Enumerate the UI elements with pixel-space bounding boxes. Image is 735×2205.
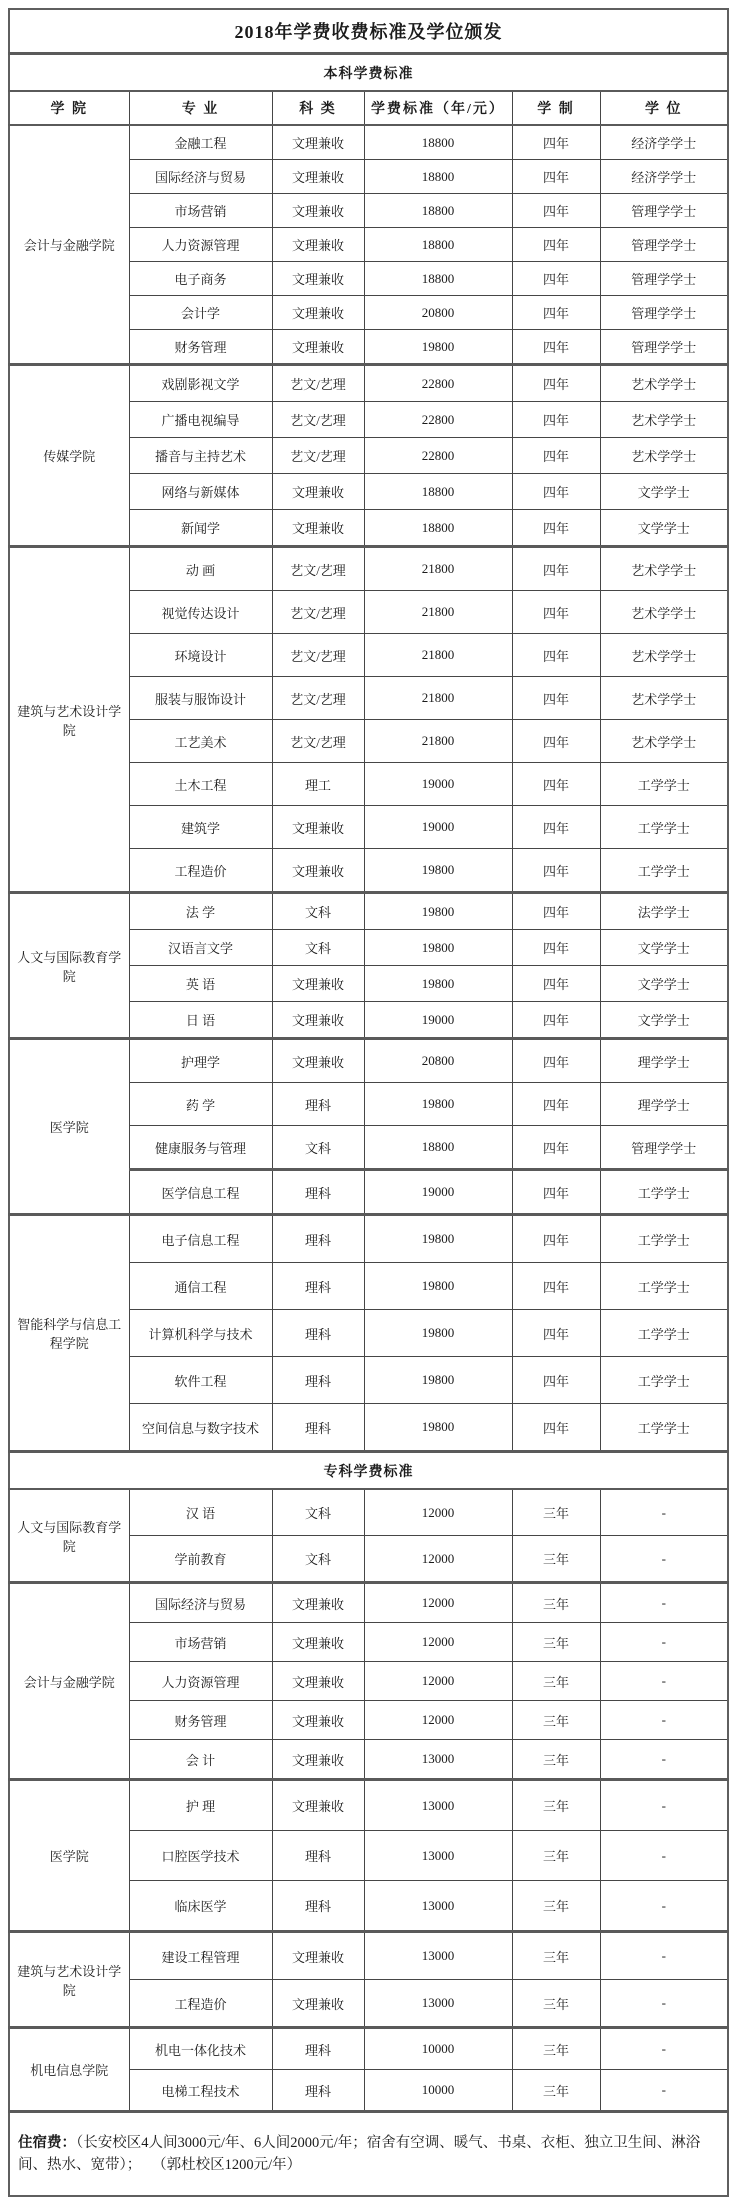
major-cell: 网络与新媒体 (129, 474, 272, 510)
duration-cell: 四年 (512, 1310, 600, 1357)
duration-cell: 三年 (512, 1881, 600, 1932)
tuition-cell: 18800 (364, 125, 512, 160)
degree-cell: 工学学士 (600, 763, 728, 806)
tuition-cell: 19800 (364, 930, 512, 966)
duration-cell: 三年 (512, 1536, 600, 1583)
section-band: 本科学费标准 (9, 54, 728, 92)
tuition-cell: 18800 (364, 474, 512, 510)
table-row (9, 1780, 728, 1831)
degree-cell: 文学学士 (600, 966, 728, 1002)
degree-cell: 艺术学学士 (600, 547, 728, 591)
tuition-table (8, 8, 729, 2197)
duration-cell: 三年 (512, 1662, 600, 1701)
tuition-cell: 13000 (364, 1740, 512, 1780)
category-cell: 文理兼收 (272, 510, 364, 547)
tuition-cell: 19800 (364, 849, 512, 893)
duration-cell: 四年 (512, 1170, 600, 1215)
tuition-cell: 18800 (364, 228, 512, 262)
duration-cell: 四年 (512, 1126, 600, 1170)
tuition-cell: 18800 (364, 160, 512, 194)
category-cell: 文理兼收 (272, 806, 364, 849)
category-cell: 理科 (272, 1263, 364, 1310)
college-cell: 传媒学院 (9, 365, 129, 547)
tuition-table-body (9, 9, 728, 2196)
college-cell: 机电信息学院 (9, 2028, 129, 2112)
degree-cell: - (600, 1583, 728, 1623)
category-cell: 文理兼收 (272, 1583, 364, 1623)
duration-cell: 四年 (512, 1002, 600, 1039)
degree-cell: 管理学学士 (600, 228, 728, 262)
college-cell: 医学院 (9, 1039, 129, 1215)
major-cell: 计算机科学与技术 (129, 1310, 272, 1357)
major-cell: 服装与服饰设计 (129, 677, 272, 720)
degree-cell: - (600, 1623, 728, 1662)
tuition-cell: 12000 (364, 1489, 512, 1536)
tuition-cell: 19800 (364, 330, 512, 365)
tuition-cell: 21800 (364, 720, 512, 763)
column-header: 学 位 (600, 91, 728, 125)
duration-cell: 三年 (512, 1980, 600, 2028)
college-cell: 建筑与艺术设计学院 (9, 547, 129, 893)
duration-cell: 四年 (512, 262, 600, 296)
tuition-cell: 18800 (364, 262, 512, 296)
table-row (9, 365, 728, 402)
major-cell: 药 学 (129, 1083, 272, 1126)
major-cell: 临床医学 (129, 1881, 272, 1932)
major-cell: 财务管理 (129, 330, 272, 365)
degree-cell: 管理学学士 (600, 262, 728, 296)
duration-cell: 四年 (512, 296, 600, 330)
duration-cell: 三年 (512, 1489, 600, 1536)
degree-cell: 工学学士 (600, 849, 728, 893)
table-row (9, 547, 728, 591)
tuition-cell: 12000 (364, 1536, 512, 1583)
section-band-row (9, 1452, 728, 1490)
tuition-cell: 18800 (364, 1126, 512, 1170)
table-row (9, 1932, 728, 1980)
page-title: 2018年学费收费标准及学位颁发 (9, 9, 728, 54)
degree-cell: 管理学学士 (600, 194, 728, 228)
category-cell: 理科 (272, 2070, 364, 2112)
major-cell: 市场营销 (129, 1623, 272, 1662)
major-cell: 电子信息工程 (129, 1215, 272, 1263)
duration-cell: 三年 (512, 1831, 600, 1881)
duration-cell: 三年 (512, 1701, 600, 1740)
tuition-cell: 21800 (364, 677, 512, 720)
degree-cell: - (600, 1780, 728, 1831)
tuition-cell: 19000 (364, 806, 512, 849)
tuition-cell: 19800 (364, 1357, 512, 1404)
duration-cell: 四年 (512, 634, 600, 677)
tuition-cell: 22800 (364, 438, 512, 474)
degree-cell: - (600, 1831, 728, 1881)
major-cell: 护 理 (129, 1780, 272, 1831)
category-cell: 文理兼收 (272, 966, 364, 1002)
category-cell: 艺文/艺理 (272, 591, 364, 634)
degree-cell: 工学学士 (600, 1310, 728, 1357)
category-cell: 艺文/艺理 (272, 547, 364, 591)
college-cell: 人文与国际教育学院 (9, 1489, 129, 1583)
category-cell: 文理兼收 (272, 849, 364, 893)
major-cell: 汉语言文学 (129, 930, 272, 966)
tuition-cell: 10000 (364, 2028, 512, 2070)
tuition-cell: 19800 (364, 893, 512, 930)
duration-cell: 四年 (512, 849, 600, 893)
footer-text: （长安校区4人间3000元/年、6人间2000元/年；宿舍有空调、暖气、书桌、衣柜、独立卫生间、淋浴间、热水、宽带）； （郭杜校区1200元/年） (18, 2134, 701, 2173)
duration-cell: 三年 (512, 1583, 600, 1623)
category-cell: 文理兼收 (272, 228, 364, 262)
category-cell: 理科 (272, 1831, 364, 1881)
degree-cell: - (600, 2028, 728, 2070)
degree-cell: 艺术学学士 (600, 438, 728, 474)
table-row (9, 1039, 728, 1083)
major-cell: 英 语 (129, 966, 272, 1002)
category-cell: 艺文/艺理 (272, 677, 364, 720)
major-cell: 建设工程管理 (129, 1932, 272, 1980)
category-cell: 文理兼收 (272, 1780, 364, 1831)
tuition-cell: 12000 (364, 1662, 512, 1701)
tuition-cell: 21800 (364, 634, 512, 677)
duration-cell: 四年 (512, 720, 600, 763)
duration-cell: 三年 (512, 1780, 600, 1831)
duration-cell: 四年 (512, 966, 600, 1002)
degree-cell: 工学学士 (600, 1357, 728, 1404)
duration-cell: 四年 (512, 125, 600, 160)
tuition-cell: 12000 (364, 1701, 512, 1740)
category-cell: 文理兼收 (272, 1623, 364, 1662)
tuition-cell: 19800 (364, 1263, 512, 1310)
duration-cell: 四年 (512, 677, 600, 720)
major-cell: 健康服务与管理 (129, 1126, 272, 1170)
tuition-cell: 19000 (364, 1170, 512, 1215)
column-header: 专 业 (129, 91, 272, 125)
college-cell: 会计与金融学院 (9, 125, 129, 365)
tuition-cell: 12000 (364, 1623, 512, 1662)
degree-cell: 文学学士 (600, 510, 728, 547)
category-cell: 艺文/艺理 (272, 720, 364, 763)
category-cell: 文理兼收 (272, 1002, 364, 1039)
column-header-row (9, 91, 728, 125)
major-cell: 空间信息与数字技术 (129, 1404, 272, 1452)
major-cell: 广播电视编导 (129, 402, 272, 438)
footer-label: 住宿费： (18, 2134, 76, 2151)
category-cell: 文科 (272, 930, 364, 966)
table-title-row (9, 9, 728, 54)
duration-cell: 三年 (512, 1623, 600, 1662)
tuition-cell: 20800 (364, 1039, 512, 1083)
duration-cell: 四年 (512, 1263, 600, 1310)
major-cell: 财务管理 (129, 1701, 272, 1740)
duration-cell: 四年 (512, 1404, 600, 1452)
category-cell: 文理兼收 (272, 1701, 364, 1740)
degree-cell: - (600, 1536, 728, 1583)
major-cell: 建筑学 (129, 806, 272, 849)
duration-cell: 四年 (512, 806, 600, 849)
major-cell: 学前教育 (129, 1536, 272, 1583)
tuition-cell: 13000 (364, 1881, 512, 1932)
category-cell: 文科 (272, 1489, 364, 1536)
major-cell: 日 语 (129, 1002, 272, 1039)
category-cell: 理科 (272, 1170, 364, 1215)
category-cell: 文科 (272, 1126, 364, 1170)
degree-cell: 艺术学学士 (600, 677, 728, 720)
degree-cell: 工学学士 (600, 1263, 728, 1310)
major-cell: 会 计 (129, 1740, 272, 1780)
major-cell: 工程造价 (129, 849, 272, 893)
category-cell: 文理兼收 (272, 474, 364, 510)
category-cell: 理科 (272, 1215, 364, 1263)
tuition-cell: 19800 (364, 1310, 512, 1357)
major-cell: 人力资源管理 (129, 1662, 272, 1701)
footer-note (9, 2112, 728, 2197)
major-cell: 护理学 (129, 1039, 272, 1083)
duration-cell: 四年 (512, 160, 600, 194)
duration-cell: 三年 (512, 1932, 600, 1980)
column-header: 科 类 (272, 91, 364, 125)
category-cell: 文理兼收 (272, 160, 364, 194)
major-cell: 口腔医学技术 (129, 1831, 272, 1881)
degree-cell: 工学学士 (600, 806, 728, 849)
tuition-cell: 22800 (364, 402, 512, 438)
duration-cell: 四年 (512, 591, 600, 634)
duration-cell: 四年 (512, 893, 600, 930)
duration-cell: 四年 (512, 1039, 600, 1083)
duration-cell: 四年 (512, 763, 600, 806)
tuition-cell: 19800 (364, 1083, 512, 1126)
duration-cell: 三年 (512, 1740, 600, 1780)
category-cell: 文科 (272, 893, 364, 930)
tuition-cell: 12000 (364, 1583, 512, 1623)
section-band-row (9, 54, 728, 92)
major-cell: 工程造价 (129, 1980, 272, 2028)
duration-cell: 四年 (512, 1357, 600, 1404)
degree-cell: 工学学士 (600, 1404, 728, 1452)
tuition-cell: 20800 (364, 296, 512, 330)
degree-cell: 理学学士 (600, 1039, 728, 1083)
duration-cell: 四年 (512, 402, 600, 438)
duration-cell: 四年 (512, 547, 600, 591)
tuition-cell: 21800 (364, 591, 512, 634)
duration-cell: 四年 (512, 365, 600, 402)
column-header: 学费标准（年/元） (364, 91, 512, 125)
major-cell: 播音与主持艺术 (129, 438, 272, 474)
major-cell: 国际经济与贸易 (129, 160, 272, 194)
category-cell: 文理兼收 (272, 262, 364, 296)
duration-cell: 四年 (512, 438, 600, 474)
duration-cell: 四年 (512, 228, 600, 262)
duration-cell: 四年 (512, 330, 600, 365)
degree-cell: 文学学士 (600, 1002, 728, 1039)
duration-cell: 四年 (512, 1083, 600, 1126)
major-cell: 戏剧影视文学 (129, 365, 272, 402)
tuition-cell: 19000 (364, 1002, 512, 1039)
degree-cell: - (600, 1701, 728, 1740)
tuition-cell: 19800 (364, 1215, 512, 1263)
major-cell: 通信工程 (129, 1263, 272, 1310)
major-cell: 动 画 (129, 547, 272, 591)
table-row (9, 1489, 728, 1536)
category-cell: 文理兼收 (272, 296, 364, 330)
category-cell: 理科 (272, 1310, 364, 1357)
degree-cell: 管理学学士 (600, 1126, 728, 1170)
degree-cell: 经济学学士 (600, 125, 728, 160)
degree-cell: 工学学士 (600, 1170, 728, 1215)
tuition-cell: 13000 (364, 1780, 512, 1831)
category-cell: 文理兼收 (272, 1740, 364, 1780)
table-row (9, 893, 728, 930)
tuition-cell: 19000 (364, 763, 512, 806)
major-cell: 新闻学 (129, 510, 272, 547)
major-cell: 会计学 (129, 296, 272, 330)
category-cell: 理科 (272, 2028, 364, 2070)
category-cell: 文理兼收 (272, 194, 364, 228)
degree-cell: 文学学士 (600, 474, 728, 510)
major-cell: 环境设计 (129, 634, 272, 677)
major-cell: 电子商务 (129, 262, 272, 296)
duration-cell: 四年 (512, 1215, 600, 1263)
major-cell: 工艺美术 (129, 720, 272, 763)
degree-cell: - (600, 1980, 728, 2028)
column-header: 学 院 (9, 91, 129, 125)
category-cell: 艺文/艺理 (272, 438, 364, 474)
table-row (9, 125, 728, 160)
tuition-cell: 13000 (364, 1932, 512, 1980)
category-cell: 艺文/艺理 (272, 402, 364, 438)
major-cell: 土木工程 (129, 763, 272, 806)
major-cell: 国际经济与贸易 (129, 1583, 272, 1623)
tuition-cell: 13000 (364, 1831, 512, 1881)
duration-cell: 四年 (512, 930, 600, 966)
table-row (9, 2028, 728, 2070)
college-cell: 人文与国际教育学院 (9, 893, 129, 1039)
degree-cell: 理学学士 (600, 1083, 728, 1126)
degree-cell: 工学学士 (600, 1215, 728, 1263)
category-cell: 理科 (272, 1083, 364, 1126)
degree-cell: 艺术学学士 (600, 634, 728, 677)
major-cell: 人力资源管理 (129, 228, 272, 262)
major-cell: 电梯工程技术 (129, 2070, 272, 2112)
college-cell: 建筑与艺术设计学院 (9, 1932, 129, 2028)
duration-cell: 三年 (512, 2028, 600, 2070)
major-cell: 软件工程 (129, 1357, 272, 1404)
tuition-cell: 19800 (364, 966, 512, 1002)
category-cell: 理工 (272, 763, 364, 806)
category-cell: 文理兼收 (272, 1039, 364, 1083)
footer-note-row (9, 2112, 728, 2197)
degree-cell: 艺术学学士 (600, 720, 728, 763)
degree-cell: 管理学学士 (600, 330, 728, 365)
degree-cell: 艺术学学士 (600, 365, 728, 402)
degree-cell: 管理学学士 (600, 296, 728, 330)
tuition-cell: 21800 (364, 547, 512, 591)
degree-cell: - (600, 2070, 728, 2112)
major-cell: 医学信息工程 (129, 1170, 272, 1215)
tuition-cell: 22800 (364, 365, 512, 402)
category-cell: 文理兼收 (272, 125, 364, 160)
tuition-cell: 13000 (364, 1980, 512, 2028)
degree-cell: - (600, 1881, 728, 1932)
category-cell: 文科 (272, 1536, 364, 1583)
duration-cell: 三年 (512, 2070, 600, 2112)
major-cell: 市场营销 (129, 194, 272, 228)
major-cell: 金融工程 (129, 125, 272, 160)
tuition-cell: 10000 (364, 2070, 512, 2112)
tuition-cell: 18800 (364, 510, 512, 547)
degree-cell: - (600, 1740, 728, 1780)
category-cell: 理科 (272, 1881, 364, 1932)
category-cell: 文理兼收 (272, 1980, 364, 2028)
degree-cell: 艺术学学士 (600, 591, 728, 634)
category-cell: 理科 (272, 1404, 364, 1452)
degree-cell: - (600, 1932, 728, 1980)
duration-cell: 四年 (512, 474, 600, 510)
degree-cell: 文学学士 (600, 930, 728, 966)
major-cell: 视觉传达设计 (129, 591, 272, 634)
category-cell: 文理兼收 (272, 330, 364, 365)
duration-cell: 四年 (512, 510, 600, 547)
major-cell: 汉 语 (129, 1489, 272, 1536)
category-cell: 艺文/艺理 (272, 634, 364, 677)
table-row (9, 1583, 728, 1623)
category-cell: 艺文/艺理 (272, 365, 364, 402)
degree-cell: - (600, 1489, 728, 1536)
degree-cell: 艺术学学士 (600, 402, 728, 438)
duration-cell: 四年 (512, 194, 600, 228)
college-cell: 会计与金融学院 (9, 1583, 129, 1780)
tuition-cell: 19800 (364, 1404, 512, 1452)
major-cell: 法 学 (129, 893, 272, 930)
column-header: 学 制 (512, 91, 600, 125)
tuition-cell: 18800 (364, 194, 512, 228)
section-band: 专科学费标准 (9, 1452, 728, 1490)
category-cell: 理科 (272, 1357, 364, 1404)
college-cell: 智能科学与信息工程学院 (9, 1215, 129, 1452)
degree-cell: 经济学学士 (600, 160, 728, 194)
category-cell: 文理兼收 (272, 1662, 364, 1701)
college-cell: 医学院 (9, 1780, 129, 1932)
category-cell: 文理兼收 (272, 1932, 364, 1980)
table-row (9, 1215, 728, 1263)
major-cell: 机电一体化技术 (129, 2028, 272, 2070)
degree-cell: - (600, 1662, 728, 1701)
degree-cell: 法学学士 (600, 893, 728, 930)
